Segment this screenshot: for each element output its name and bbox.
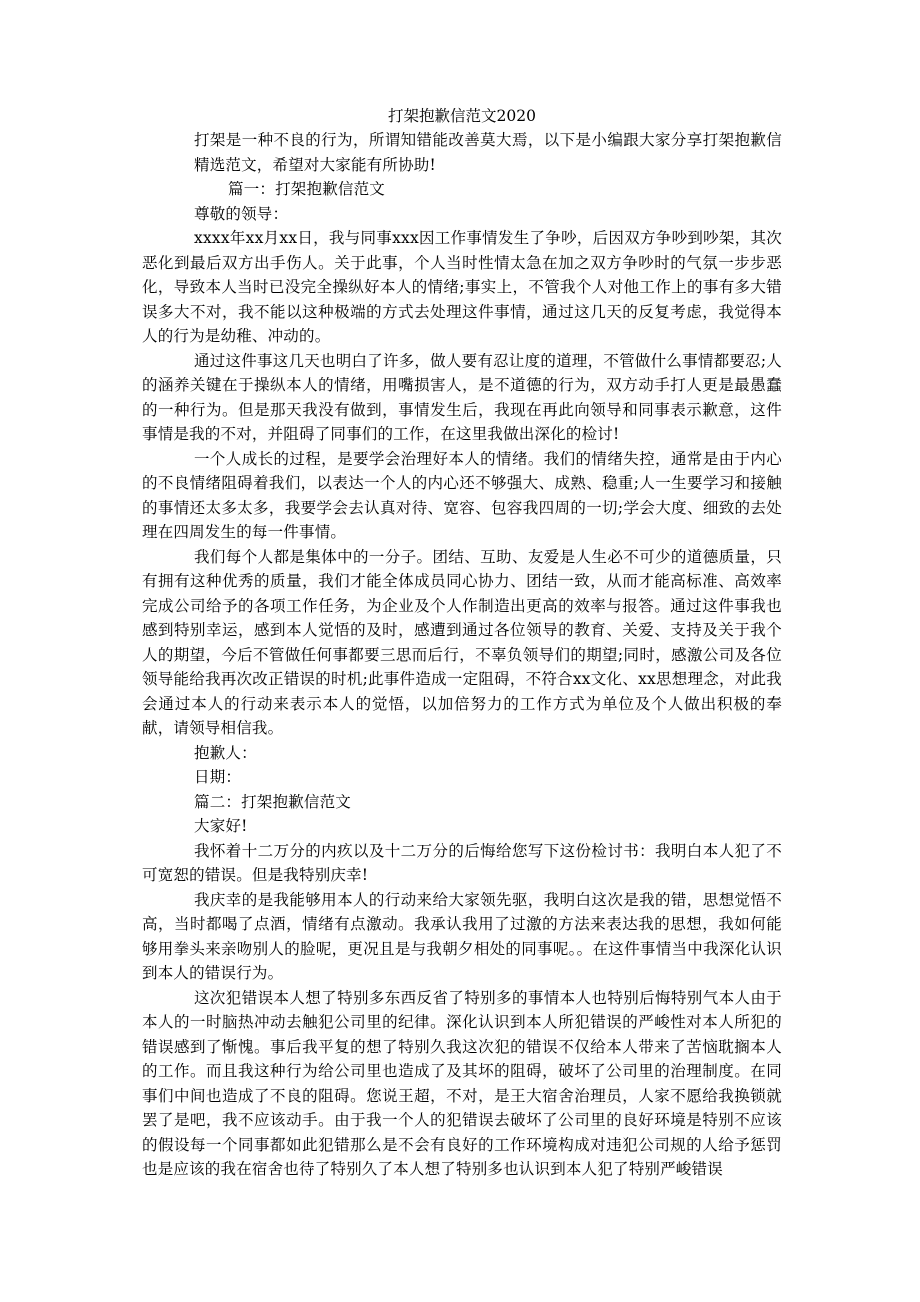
section1-paragraph-1: xxxx年xx月xx日，我与同事xxx因工作事情发生了争吵，后因双方争吵到吵架，其次恶化到最后双方出手伤人。关于此事，个人当时性情太急在加之双方争吵时的气氛一步步恶化，导致本人当时已没完全操纵好本人的情绪;事实上，不管我个人对他工作上的事有多大错误多大不对，我不能以这种极端的方式去处理这件事情，通过这几天的反复考虑，我觉得本人的行为是幼稚、冲动的。 <box>142 229 782 345</box>
section2-heading: 篇二：打架抱歉信范文 <box>194 792 352 811</box>
section1-paragraph-3: 一个人成长的过程，是要学会治理好本人的情绪。我们的情绪失控，通常是由于内心的不良情绪阻碍着我们，以表达一个人的内心还不够强大、成熟、稳重;人一生要学习和接触的事情还太多太多，我要学会去认真对待、宽容、包容我四周的一切;学会大度、细致的去处理在四周发生的每一件事情。 <box>142 449 782 541</box>
section2-paragraph-3: 这次犯错误本人想了特别多东西反省了特别多的事情本人也特别后悔特别气本人由于本人的一时脑热冲动去触犯公司里的纪律。深化认识到本人所犯错误的严峻性对本人所犯的错误感到了惭愧。事后我平复的想了特别久我这次犯的错误不仅给本人带来了苦恼耽搁本人的工作。而且我这种行为给公司里也造成了及其坏的阻碍，破坏了公司里的治理制度。在同事们中间也造成了不良的阻碍。您说王超，不对，是王大宿舍治理员，人家不愿给我换锁就罢了是吧，我不应该动手。由于我一个人的犯错误去破坏了公司里的良好环境是特别不应该的假设每一个同事都如此犯错那么是不会有良好的工作环境构成对违犯公司规的人给予惩罚也是应该的我在宿舍也待了特别久了本人想了特别多也认识到本人犯了特别严峻错误 <box>142 988 782 1178</box>
section2-paragraph-2: 我庆幸的是我能够用本人的行动来给大家领先驱，我明白这次是我的错，思想觉悟不高，当时都喝了点酒，情绪有点激动。我承认我用了过激的方法来表达我的思想，我如何能够用拳头来亲吻别人的脸呢，更况且是与我朝夕相处的同事呢。。在这件事情当中我深化认识到本人的错误行为。 <box>142 890 782 982</box>
section1-salutation: 尊敬的领导： <box>194 204 289 223</box>
section1-paragraph-4: 我们每个人都是集体中的一分子。团结、互助、友爱是人生必不可少的道德质量，只有拥有这种优秀的质量，我们才能全体成员同心协力、团结一致，从而才能高标准、高效率完成公司给予的各项工作任务，为企业及个人作制造出更高的效率与报答。通过这件事我也感到特别幸运，感到本人觉悟的及时，感遭到通过各位领导的教育、关爱、支持及关于我个人的期望，今后不管做任何事都要三思而后行，不辜负领导们的期望;同时，感激公司及各位领导能给我再次改正错误的时机;此事件造成一定阻碍，不符合xx文化、xx思想理念，对此我会通过本人的行动来表示本人的觉悟，以加倍努力的工作方式为单位及个人做出积极的奉献，请领导相信我。 <box>142 547 782 737</box>
intro-paragraph: 打架是一种不良的行为，所谓知错能改善莫大焉，以下是小编跟大家分享打架抱歉信精选范文，希望对大家能有所协助! <box>194 131 782 174</box>
signer-label: 抱歉人： <box>194 743 257 762</box>
section2-salutation: 大家好! <box>194 817 248 835</box>
document-page <box>142 104 782 1182</box>
section1-heading: 篇一：打架抱歉信范文 <box>228 180 386 198</box>
date-label: 日期： <box>194 768 242 786</box>
document-title: 打架抱歉信范文2020 <box>388 107 536 125</box>
section2-paragraph-1: 我怀着十二万分的内疚以及十二万分的后悔给您写下这份检讨书：我明白本人犯了不可宽恕的错误。但是我特别庆幸! <box>142 841 782 884</box>
section1-paragraph-2: 通过这件事这几天也明白了许多，做人要有忍让度的道理，不管做什么事情都要忍;人的涵养关键在于操纵本人的情绪，用嘴损害人，是不道德的行为，双方动手打人更是最愚蠢的一种行为。但是那天我没有做到，事情发生后，我现在再此向领导和同事表示歉意，这件事情是我的不对，并阻碍了同事们的工作，在这里我做出深化的检讨! <box>142 351 782 443</box>
